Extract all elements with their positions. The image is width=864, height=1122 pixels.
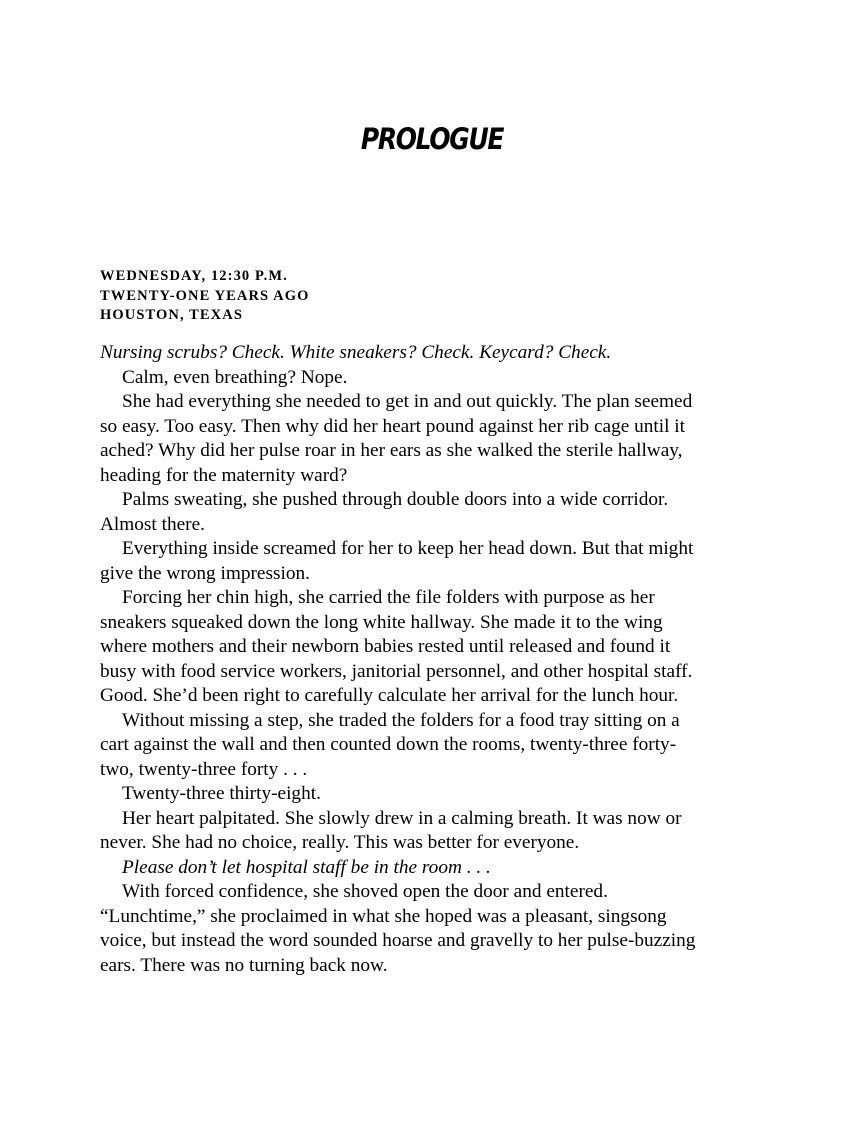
paragraph-line: Good. She’d been right to carefully calculate her arrival for the lunch hour. xyxy=(100,685,679,706)
paragraph-line: Please don’t let hospital staff be in the room . . . xyxy=(122,856,491,878)
paragraph xyxy=(100,488,764,537)
paragraph xyxy=(100,905,764,979)
paragraph-line: voice, but instead the word sounded hoarse and gravelly to her pulse-buzzing xyxy=(100,930,696,951)
paragraph-line: ears. There was no turning back now. xyxy=(100,954,388,976)
paragraph xyxy=(100,782,764,807)
paragraph xyxy=(100,390,764,488)
paragraph-line: Twenty-three thirty-eight. xyxy=(122,783,321,804)
paragraph-line: “Lunchtime,” she proclaimed in what she hoped was a pleasant, singsong xyxy=(100,905,667,927)
paragraph-line: Forcing her chin high, she carried the file folders with purpose as her xyxy=(122,587,655,608)
paragraph-line: ached? Why did her pulse roar in her ears as she walked the sterile hallway, xyxy=(100,440,683,461)
paragraph-line: sneakers squeaked down the long white hallway. She made it to the wing xyxy=(100,611,663,633)
paragraph-line: give the wrong impression. xyxy=(100,562,310,584)
chapter-title: PROLOGUE xyxy=(360,122,504,156)
dateline-when: TWENTY-ONE YEARS AGO xyxy=(100,287,310,304)
dateline-day-time: WEDNESDAY, 12:30 P.M. xyxy=(100,268,288,284)
paragraph xyxy=(100,880,764,905)
dateline-where: HOUSTON, TEXAS xyxy=(100,307,243,323)
paragraph-line: so easy. Too easy. Then why did her heart pound against her rib cage until it xyxy=(100,415,685,437)
paragraph-line: Her heart palpitated. She slowly drew in a calming breath. It was now or xyxy=(122,807,682,829)
paragraph-line: cart against the wall and then counted down the rooms, twenty-three forty- xyxy=(100,734,677,755)
paragraph xyxy=(100,807,764,856)
paragraph xyxy=(100,537,764,586)
paragraph-line: where mothers and their newborn babies rested until released and found it xyxy=(100,636,671,657)
paragraph-line: With forced confidence, she shoved open the door and entered. xyxy=(122,881,608,902)
paragraph-line: two, twenty-three forty . . . xyxy=(100,758,308,780)
paragraph-line: Without missing a step, she traded the folders for a food tray sitting on a xyxy=(122,709,680,731)
paragraph-line: heading for the maternity ward? xyxy=(100,464,348,486)
paragraph-line: Almost there. xyxy=(100,513,205,535)
paragraph-line: Palms sweating, she pushed through double doors into a wide corridor. xyxy=(122,489,669,510)
paragraph xyxy=(100,586,764,709)
dateline xyxy=(100,267,780,326)
paragraph xyxy=(100,709,764,783)
paragraph-line: Calm, even breathing? Nope. xyxy=(122,366,348,388)
paragraph xyxy=(100,366,764,391)
paragraph-line: She had everything she needed to get in and out quickly. The plan seemed xyxy=(122,391,693,412)
body-text xyxy=(100,341,764,978)
paragraph-line: busy with food service workers, janitorial personnel, and other hospital staff. xyxy=(100,660,693,682)
paragraph xyxy=(100,341,764,366)
paragraph-line: Nursing scrubs? Check. White sneakers? Check. Keycard? Check. xyxy=(100,342,612,363)
paragraph-line: never. She had no choice, really. This was better for everyone. xyxy=(100,832,580,853)
paragraph-line: Everything inside screamed for her to keep her head down. But that might xyxy=(122,538,694,559)
paragraph xyxy=(100,856,764,881)
